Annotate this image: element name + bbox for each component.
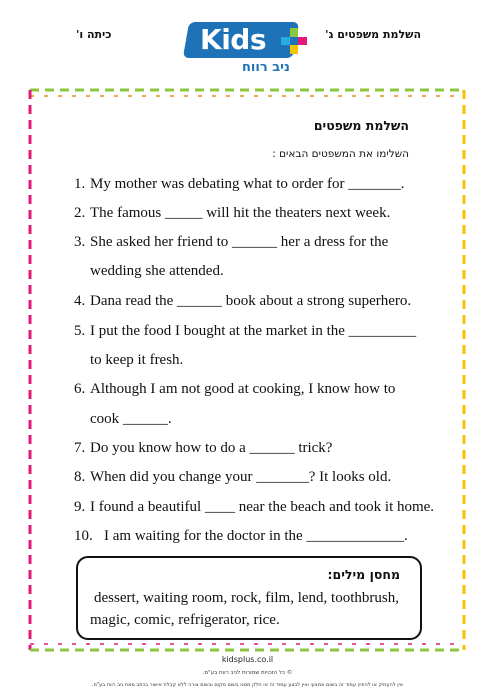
question-number: 6.: [74, 381, 86, 397]
plus-icon: [281, 28, 307, 54]
footer-copyright: © כל הזכויות שמורות לניב רווח בע"מ.: [202, 670, 293, 676]
kids-plus-logo: [186, 22, 310, 78]
question-text: I put the food I bought at the market in the _________: [90, 323, 417, 339]
question-text: My mother was debating what to order for _______.: [90, 176, 405, 192]
question-9: [74, 499, 434, 516]
question-number: 8.: [74, 469, 86, 485]
question-7: [74, 440, 332, 457]
word-bank-line-1: dessert, waiting room, rock, film, lend, toothbrush,: [94, 590, 399, 606]
question-1: [74, 176, 405, 193]
question-3: [74, 234, 388, 251]
word-bank-line-2: magic, comic, refrigerator, rice.: [90, 612, 280, 628]
section-title: השלמת משפטים: [313, 118, 409, 133]
instruction-text: השלימו את המשפטים הבאים :: [272, 148, 409, 160]
question-10: [74, 528, 408, 545]
question-6-continuation: cook ______.: [90, 411, 172, 427]
question-6: [74, 381, 395, 398]
question-text: I found a beautiful ____ near the beach and took it home.: [90, 499, 435, 515]
question-number: 9.: [74, 499, 86, 515]
footer-legal-notice: אין להעתיק או להפיץ עמוד זה בשום אמצעי ואין לבצע עמוד זה או חלק ממנו בשום מקום ובשום צורה ללא קבלת אישור בכתב מאת ניב רווח בע"מ.: [91, 682, 404, 688]
grade-label: כיתה ו': [76, 28, 112, 41]
question-5: [74, 323, 416, 340]
word-bank-box: [76, 556, 422, 640]
question-text: Dana read the ______ book about a strong superhero.: [90, 293, 412, 309]
question-number: 4.: [74, 293, 86, 309]
question-text: Do you know how to do a ______ trick?: [90, 440, 333, 456]
question-3-continuation: wedding she attended.: [90, 263, 224, 279]
logo-subtitle: ניב רווח: [242, 60, 290, 75]
question-4: [74, 293, 411, 310]
question-number: 3.: [74, 234, 86, 250]
question-text: When did you change your _______? It looks old.: [90, 469, 392, 485]
question-text: The famous _____ will hit the theaters next week.: [90, 205, 391, 221]
logo-text: Kids: [200, 23, 267, 56]
footer-website: kidsplus.co.il: [221, 655, 274, 664]
question-text: She asked her friend to ______ her a dress for the: [90, 234, 389, 250]
question-number: 5.: [74, 323, 86, 339]
worksheet-title: השלמת משפטים ג': [325, 28, 421, 41]
question-number: 2.: [74, 205, 86, 221]
question-text: Although I am not good at cooking, I know how to: [90, 381, 396, 397]
question-5-continuation: to keep it fresh.: [90, 352, 184, 368]
question-number: 1.: [74, 176, 86, 192]
question-8: [74, 469, 391, 486]
word-bank-title: מחסן מילים:: [327, 567, 400, 582]
question-2: [74, 205, 390, 222]
question-number: 7.: [74, 440, 86, 456]
question-text: I am waiting for the doctor in the _____________.: [104, 528, 408, 544]
question-number: 10.: [74, 528, 93, 544]
